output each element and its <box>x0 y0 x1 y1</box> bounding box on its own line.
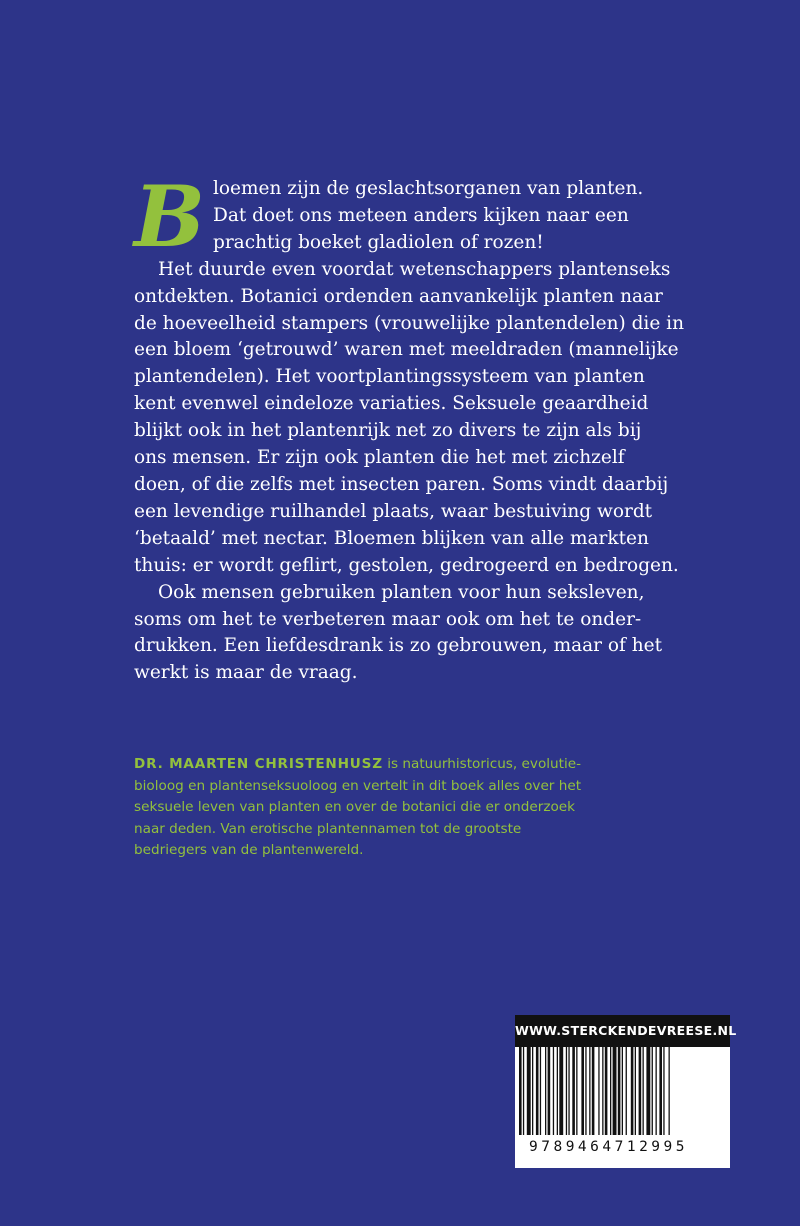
drop-cap-letter: B <box>134 167 205 266</box>
blurb-line: een bloem ‘getrouwd’ waren met meeldraden (mannelijke <box>134 339 679 361</box>
blurb-line: thuis: er wordt geflirt, gestolen, gedrogeerd en bedrogen. <box>134 554 679 576</box>
barcode-bar <box>523 1047 524 1135</box>
barcode-bar <box>663 1047 664 1135</box>
blurb-line: Dat doet ons meteen anders kijken naar een <box>213 204 629 226</box>
barcode-bar <box>545 1047 546 1135</box>
blurb-line: plantendelen). Het voortplantingssysteem van planten <box>134 366 645 388</box>
barcode-bar <box>622 1047 623 1135</box>
barcode-bar <box>548 1047 551 1135</box>
blurb-line: prachtig boeket gladiolen of rozen! <box>213 231 544 253</box>
barcode-bar <box>643 1047 644 1135</box>
publisher-url: WWW.STERCKENDEVREESE.NL <box>515 1015 730 1047</box>
barcode-bar <box>626 1047 627 1135</box>
barcode-bar <box>519 1047 522 1135</box>
blurb-paragraph-3 <box>134 580 694 688</box>
barcode-bar <box>585 1047 586 1135</box>
barcode-bar <box>532 1047 533 1135</box>
barcode-panel <box>515 1015 737 1168</box>
blurb-line: doen, of die zelfs met insecten paren. Soms vindt daarbij <box>134 473 669 495</box>
barcode-bar <box>613 1047 617 1135</box>
barcode-bar <box>639 1047 642 1135</box>
blurb-line: ‘betaald’ met nectar. Bloemen blijken van alle markten <box>134 527 649 549</box>
barcode-bar <box>610 1047 611 1135</box>
blurb-line: drukken. Een liefdesdrank is zo gebrouwen, maar of het <box>134 635 663 657</box>
barcode-bar <box>576 1047 577 1135</box>
blurb-line: Ook mensen gebruiken planten voor hun seksleven, <box>158 581 645 603</box>
barcode-bar <box>605 1047 608 1135</box>
author-name: DR. MAARTEN CHRISTENHUSZ <box>134 756 383 772</box>
author-bio-line <box>134 754 614 776</box>
barcode-bar <box>635 1047 636 1135</box>
author-bio-line: naar deden. Van erotische plantennamen tot de grootste <box>134 820 522 837</box>
author-bio-line: bedriegers van de plantenwereld. <box>134 842 364 858</box>
barcode-bar <box>540 1047 541 1135</box>
barcode-bar <box>646 1047 650 1135</box>
barcode-bar <box>659 1047 662 1135</box>
barcode-bar <box>566 1047 567 1135</box>
blurb-line: soms om het te verbeteren maar ook om het te onder- <box>134 608 642 630</box>
barcode-bar <box>631 1047 634 1135</box>
blurb-line: werkt is maar de vraag. <box>134 662 358 684</box>
barcode-bar <box>553 1047 554 1135</box>
isbn-digits: 9789464712995 <box>529 1139 688 1155</box>
barcode-bar <box>559 1047 563 1135</box>
barcode-bar <box>598 1047 599 1135</box>
barcode-bar <box>589 1047 590 1135</box>
barcode-bar <box>527 1047 531 1135</box>
blurb-line: kent evenwel eindeloze variaties. Seksuele geaardheid <box>134 393 649 415</box>
blurb-line: ontdekten. Botanici ordenden aanvankelijk planten naar <box>134 285 663 307</box>
back-cover-blurb <box>134 167 694 687</box>
blurb-line: Het duurde even voordat wetenschappers plantenseks <box>158 258 671 280</box>
barcode-bar <box>592 1047 595 1135</box>
author-bio-line: bioloog en plantenseksuoloog en vertelt in dit boek alles over het <box>134 777 582 794</box>
blurb-line: loemen zijn de geslachtsorganen van planten. <box>213 178 644 199</box>
blurb-paragraph-1 <box>134 167 694 266</box>
author-bio-line: seksuele leven van planten en over de botanici die er onderzoek <box>134 799 576 815</box>
blurb-line: de hoeveelheid stampers (vrouwelijke plantendelen) die in <box>134 312 684 334</box>
barcode-bar <box>568 1047 569 1135</box>
author-bio-text: is natuurhistoricus, evolutie- <box>382 756 582 772</box>
barcode-bar <box>656 1047 657 1135</box>
barcode-bar <box>557 1047 558 1135</box>
blurb-line: ons mensen. Er zijn ook planten die het met zichzelf <box>134 447 625 469</box>
barcode-bar <box>581 1047 584 1135</box>
barcode-bar <box>536 1047 539 1135</box>
blurb-line: blijkt ook in het plantenrijk net zo divers te zijn als bij <box>134 420 642 442</box>
blurb-line: een levendige ruilhandel plaats, waar bestuiving wordt <box>134 500 653 522</box>
author-bio <box>134 754 614 862</box>
barcode-bar <box>618 1047 621 1135</box>
barcode-bar <box>652 1047 653 1135</box>
barcode-bar <box>602 1047 603 1135</box>
barcode-bar <box>572 1047 575 1135</box>
blurb-paragraph-2 <box>134 257 694 580</box>
barcode-bar <box>669 1047 670 1135</box>
